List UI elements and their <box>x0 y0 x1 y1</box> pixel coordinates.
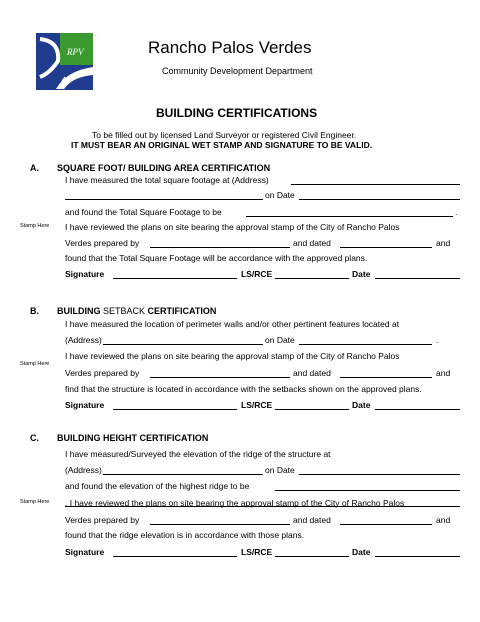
b-license-label: LS/RCE <box>241 400 273 410</box>
a-approval-text: I have reviewed the plans on site bearing the approval stamp of the City of Rancho Palos <box>65 222 400 232</box>
a-license-label: LS/RCE <box>241 269 273 279</box>
c-on-date-label: on Date <box>265 465 295 475</box>
a-on-date-label: on Date <box>265 190 295 200</box>
stamp-here-label-b: Stamp Here <box>20 361 50 367</box>
c-dated-field[interactable] <box>340 524 432 525</box>
section-b-title <box>57 306 216 316</box>
instruction-text: To be filled out by licensed Land Surveyor or registered Civil Engineer. <box>92 130 357 140</box>
section-c-title: BUILDING HEIGHT CERTIFICATION <box>57 433 209 443</box>
a-prepared-by-label: Verdes prepared by <box>65 238 140 248</box>
b-signature-field[interactable] <box>113 409 237 410</box>
a-address-field-2[interactable] <box>65 199 263 200</box>
b-prepared-by-label: Verdes prepared by <box>65 368 140 378</box>
c-conclusion-text: found that the ridge elevation is in accordance with those plans. <box>65 530 305 540</box>
section-a-title: SQUARE FOOT/ BUILDING AREA CERTIFICATION <box>57 163 271 173</box>
document-title: BUILDING CERTIFICATIONS <box>156 106 318 120</box>
c-license-field[interactable] <box>275 556 349 557</box>
b-address-label: (Address) <box>65 335 102 345</box>
c-prepared-by-field[interactable] <box>150 524 290 525</box>
stamp-here-label-a: Stamp Here <box>20 223 50 229</box>
b-and-label: and <box>436 368 451 378</box>
a-and-dated-label: and dated <box>293 238 331 248</box>
section-a-letter: A. <box>30 163 39 173</box>
b-measured-text: I have measured the location of perimeter walls and/or other pertinent features located at <box>65 319 400 329</box>
b-date-field[interactable] <box>299 344 432 345</box>
b-on-date-label: on Date <box>265 335 295 345</box>
a-date-label: Date <box>352 269 371 279</box>
c-measured-text: I have measured/Surveyed the elevation of the ridge of the structure at <box>65 449 331 459</box>
logo-text: RPV <box>67 47 84 57</box>
b-license-field[interactable] <box>275 409 349 410</box>
rpv-logo <box>36 33 93 90</box>
department-name: Community Development Department <box>162 66 313 76</box>
a-total-footage-text: and found the Total Square Footage to be <box>65 207 222 217</box>
c-approval-text: . I have reviewed the plans on site bearing the approval stamp of the City of Rancho Palos <box>65 498 405 508</box>
b-dated-field[interactable] <box>340 377 432 378</box>
a-and-label: and <box>436 238 451 248</box>
a-signature-field[interactable] <box>113 278 237 279</box>
c-and-dated-label: and dated <box>293 515 331 525</box>
c-address-label: (Address) <box>65 465 102 475</box>
stamp-here-label-c: Stamp Here <box>20 499 50 505</box>
section-b-title-mid: SETBACK <box>100 306 146 316</box>
a-signature-label: Signature <box>65 269 105 279</box>
b-and-dated-label: and dated <box>293 368 331 378</box>
c-date-field[interactable] <box>299 474 460 475</box>
b-address-field[interactable] <box>103 344 263 345</box>
c-date-label: Date <box>352 547 371 557</box>
b-date-label: Date <box>352 400 371 410</box>
a-license-field[interactable] <box>275 278 349 279</box>
b-sign-date-field[interactable] <box>375 409 460 410</box>
section-b-letter: B. <box>30 306 39 316</box>
b-prepared-by-field[interactable] <box>150 377 290 378</box>
c-license-label: LS/RCE <box>241 547 273 557</box>
org-name: Rancho Palos Verdes <box>148 38 312 57</box>
b-conclusion-text: find that the structure is located in accordance with the setbacks shown on the approved plans. <box>65 384 422 394</box>
a-prepared-by-field[interactable] <box>150 247 290 248</box>
c-signature-field[interactable] <box>113 556 237 557</box>
instruction-bold-text: IT MUST BEAR AN ORIGINAL WET STAMP AND SIGNATURE TO BE VALID. <box>71 140 373 150</box>
a-dated-field[interactable] <box>340 247 432 248</box>
b-period: . <box>436 335 439 345</box>
c-address-field[interactable] <box>103 474 263 475</box>
a-date-field[interactable] <box>299 199 460 200</box>
a-measured-text: I have measured the total square footage at (Address) <box>65 175 269 185</box>
section-b-title-prefix: BUILDING <box>57 306 101 316</box>
a-conclusion-text: found that the Total Square Footage will be accordance with the approved plans. <box>65 253 368 263</box>
a-address-field[interactable] <box>291 184 460 185</box>
a-sign-date-field[interactable] <box>375 278 460 279</box>
section-c-letter: C. <box>30 433 39 443</box>
b-signature-label: Signature <box>65 400 105 410</box>
c-and-label: and <box>436 515 451 525</box>
c-signature-label: Signature <box>65 547 105 557</box>
b-approval-text: I have reviewed the plans on site bearing the approval stamp of the City of Rancho Palos <box>65 351 400 361</box>
c-sign-date-field[interactable] <box>375 556 460 557</box>
c-prepared-by-label: Verdes prepared by <box>65 515 140 525</box>
c-elevation-text: and found the elevation of the highest ridge to be <box>65 481 250 491</box>
a-period: . <box>455 207 458 217</box>
a-square-footage-field[interactable] <box>246 216 453 217</box>
c-elevation-field[interactable] <box>275 490 460 491</box>
section-b-title-suffix: CERTIFICATION <box>145 306 217 316</box>
